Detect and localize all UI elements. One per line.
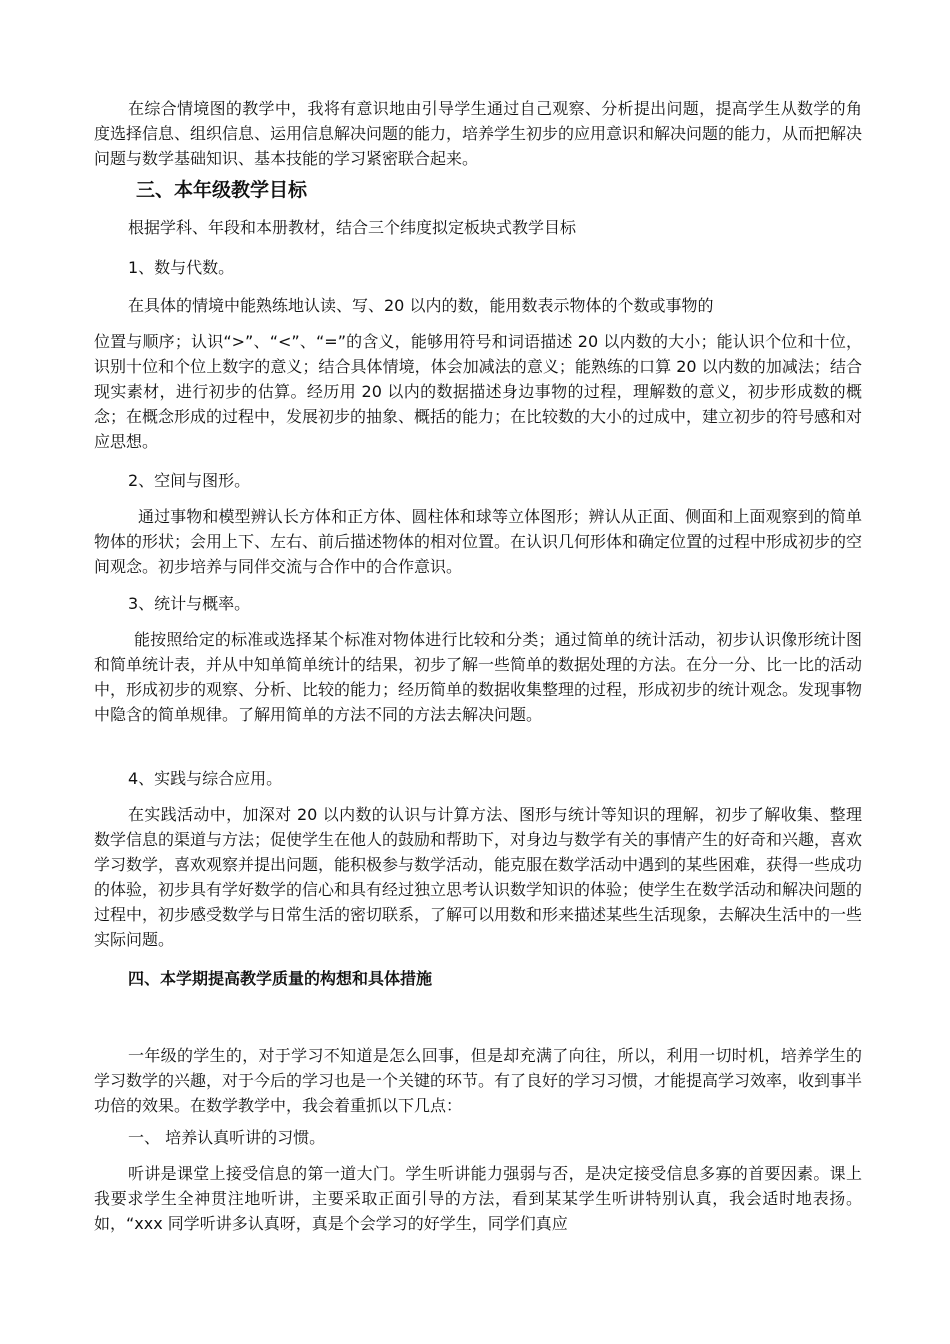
- paragraph-number-algebra-first-line: 在具体的情境中能熟练地认读、写、20 以内的数，能用数表示物体的个数或事物的: [128, 296, 714, 315]
- item-listening-habit: 一、 培养认真听讲的习惯。: [128, 1128, 326, 1147]
- paragraph-number-algebra: 位置与顺序；认识“>”、“<”、“=”的含义，能够用符号和词语描述 20 以内数的大小；能认识个位和十位，识别十位和个位上数字的意义；结合具体情境，体会加减法的意义；能熟练的口算 20 以内数的加减法；结合现实素材，进行初步的估算。经历用 20 以内的数据描述身边事物的过程，理解数的意义，初步形成数的概念；在概念形成的过程中，发展初步的抽象、概括的能力；在比较数的大小的过成中，建立初步的符号感和对应思想。: [94, 332, 863, 451]
- paragraph-statistics: 能按照给定的标准或选择某个标准对物体进行比较和分类；通过简单的统计活动，初步认识像形统计图和简单统计表，并从中知单简单统计的结果，初步了解一些简单的数据处理的方法。在分一分、比一比的活动中，形成初步的观察、分析、比较的能力；经历简单的数据收集整理的过程，形成初步的统计观念。发现事物中隐含的简单规律。了解用简单的方法不同的方法去解决问题。: [94, 630, 863, 724]
- paragraph-space-shape: 通过事物和模型辨认长方体和正方体、圆柱体和球等立体图形；辨认从正面、侧面和上面观察到的简单物体的形状；会用上下、左右、前后描述物体的相对位置。在认识几何形体和确定位置的过程中形成初步的空间观念。初步培养与同伴交流与合作中的合作意识。: [94, 507, 863, 576]
- paragraph-intro: 在综合情境图的教学中，我将有意识地由引导学生通过自己观察、分析提出问题，提高学生从数学的角度选择信息、组织信息、运用信息解决问题的能力，培养学生初步的应用意识和解决问题的能力，从而把解决问题与数学基础知识、基本技能的学习紧密联合起来。: [94, 99, 863, 168]
- item-space-shape: 2、空间与图形。: [128, 471, 251, 490]
- paragraph-grade-one: 一年级的学生的，对于学习不知道是怎么回事，但是却充满了向往，所以，利用一切时机，培养学生的学习数学的兴趣，对于今后的学习也是一个关键的环节。有了良好的学习习惯，才能提高学习效率，收到事半功倍的效果。在数学教学中，我会着重抓以下几点：: [94, 1046, 863, 1115]
- heading-grade-goals: 三、本年级教学目标: [136, 179, 308, 201]
- item-statistics: 3、统计与概率。: [128, 594, 251, 613]
- paragraph-listening: 听讲是课堂上接受信息的第一道大门。学生听讲能力强弱与否，是决定接受信息多寡的首要因素。课上我要求学生全神贯注地听讲，主要采取正面引导的方法，看到某某学生听讲特别认真，我会适时地表扬。如，“xxx 同学听讲多认真呀，真是个会学习的好学生，同学们真应: [94, 1164, 862, 1233]
- item-number-algebra: 1、数与代数。: [128, 258, 235, 277]
- paragraph-practice: 在实践活动中，加深对 20 以内数的认识与计算方法、图形与统计等知识的理解，初步了解收集、整理数学信息的渠道与方法；促使学生在他人的鼓励和帮助下，对身边与数学有关的事情产生的好奇和兴趣，喜欢学习数学，喜欢观察并提出问题，能积极参与数学活动，能克服在数学活动中遇到的某些困难，获得一些成功的体验，初步具有学好数学的信心和具有经过独立思考认识数学知识的体验；使学生在数学活动和解决问题的过程中，初步感受数学与日常生活的密切联系，了解可以用数和形来描述某些生活现象，去解决生活中的一些实际问题。: [94, 805, 863, 949]
- item-practice: 4、实践与综合应用。: [128, 769, 283, 788]
- paragraph-basis: 根据学科、年段和本册教材，结合三个纬度拟定板块式教学目标: [128, 218, 577, 237]
- heading-measures: 四、本学期提高教学质量的构想和具体措施: [128, 969, 433, 988]
